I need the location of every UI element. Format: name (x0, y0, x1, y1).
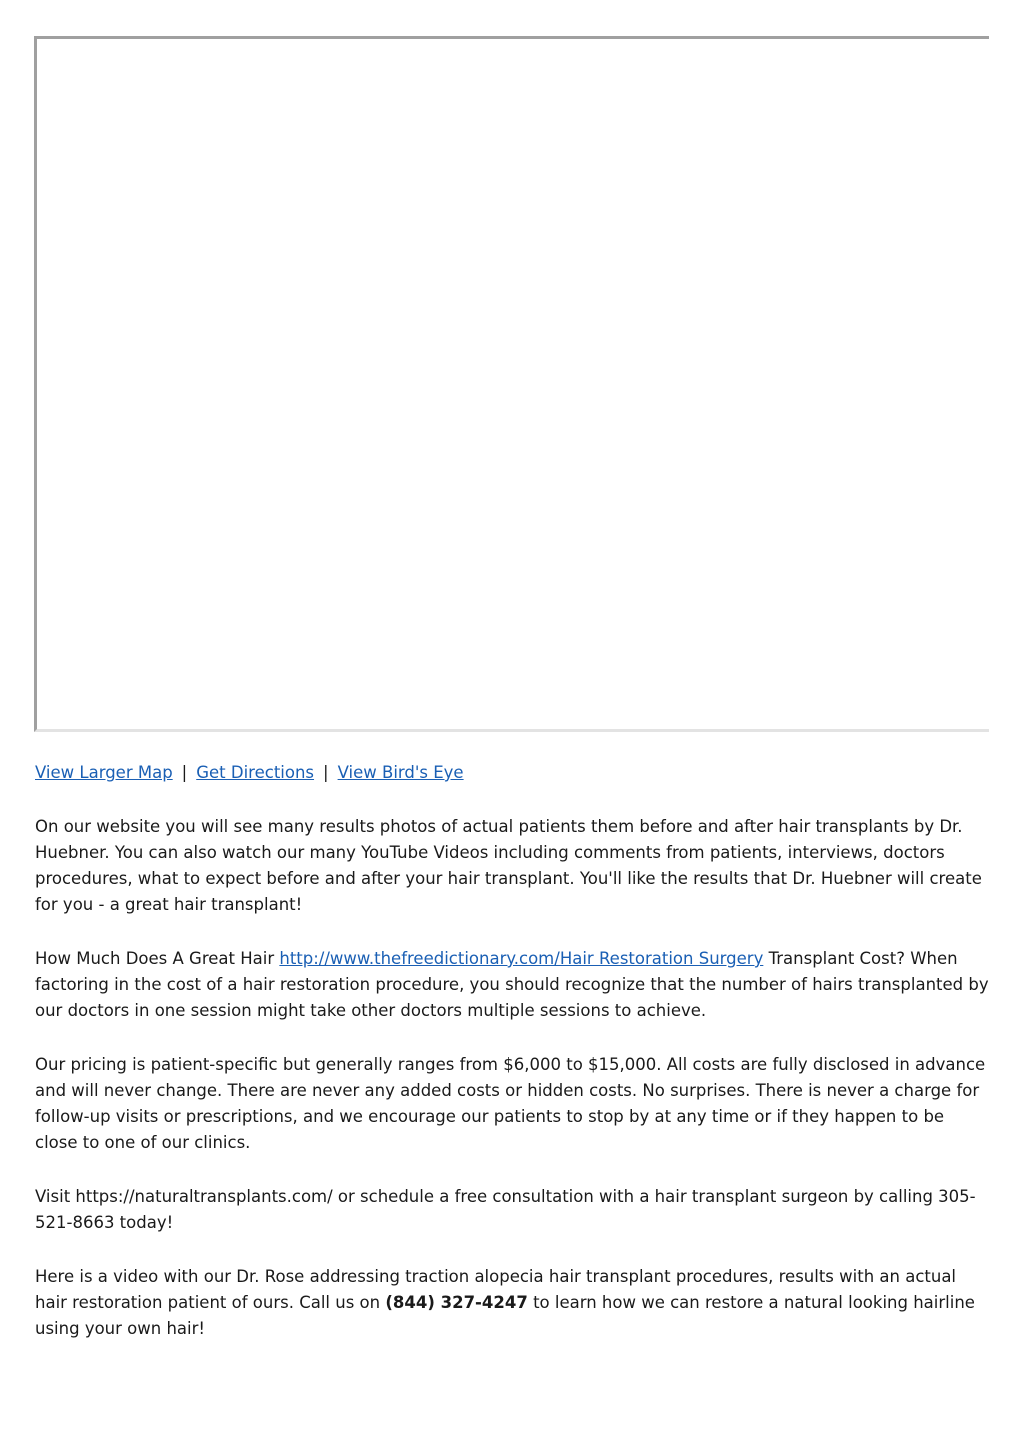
paragraph-pricing: Our pricing is patient-specific but generally ranges from $6,000 to $15,000. All costs are fully disclosed in advance and will never change. There are never any added costs or hidden costs. No surprises. There is never a charge for follow-up visits or prescriptions, and we encourage our patients to stop by at any time or if they happen to be close to one of our clinics. (35, 1055, 986, 1152)
paragraph-results: On our website you will see many results photos of actual patients them before and after hair transplants by Dr. Huebner. You can also watch our many YouTube Videos including comments from patients, interviews, doctors procedures, what to expect before and after your hair transplant. You'll like the results that Dr. Huebner will create for you - a great hair transplant! (35, 817, 982, 914)
paragraph-video (35, 1264, 990, 1342)
paragraph-cost (35, 946, 990, 1024)
get-directions-link[interactable]: Get Directions (196, 763, 315, 782)
dictionary-link[interactable]: http://www.thefreedictionary.com/Hair Restoration Surgery (279, 949, 764, 968)
view-birds-eye-link[interactable]: View Bird's Eye (337, 763, 464, 782)
paragraph-video-intro: Here is a video with our Dr. Rose addressing traction alopecia hair transplant procedures, results with an actual hair restoration patient of ours. Call us on (35, 1267, 957, 1312)
paragraph-video-text: to learn how we can restore a natural looking hairline using your own hair! (35, 1293, 975, 1338)
link-separator: | (323, 763, 329, 782)
article-content (35, 760, 990, 1370)
paragraph-cost-text: Transplant Cost? When factoring in the cost of a hair restoration procedure, you should recognize that the number of hairs transplanted by our doctors in one session might take other doctors multiple sessions to achieve. (35, 949, 989, 1020)
view-larger-map-link[interactable]: View Larger Map (35, 763, 173, 782)
map-links (35, 760, 990, 786)
paragraph-visit: Visit https://naturaltransplants.com/ or schedule a free consultation with a hair transplant surgeon by calling 305-521-8663 today! (35, 1187, 976, 1232)
map-embed[interactable] (34, 36, 989, 732)
paragraph-cost-intro: How Much Does A Great Hair (35, 949, 280, 968)
link-separator: | (181, 763, 188, 782)
phone-number: (844) 327-4247 (385, 1293, 528, 1312)
